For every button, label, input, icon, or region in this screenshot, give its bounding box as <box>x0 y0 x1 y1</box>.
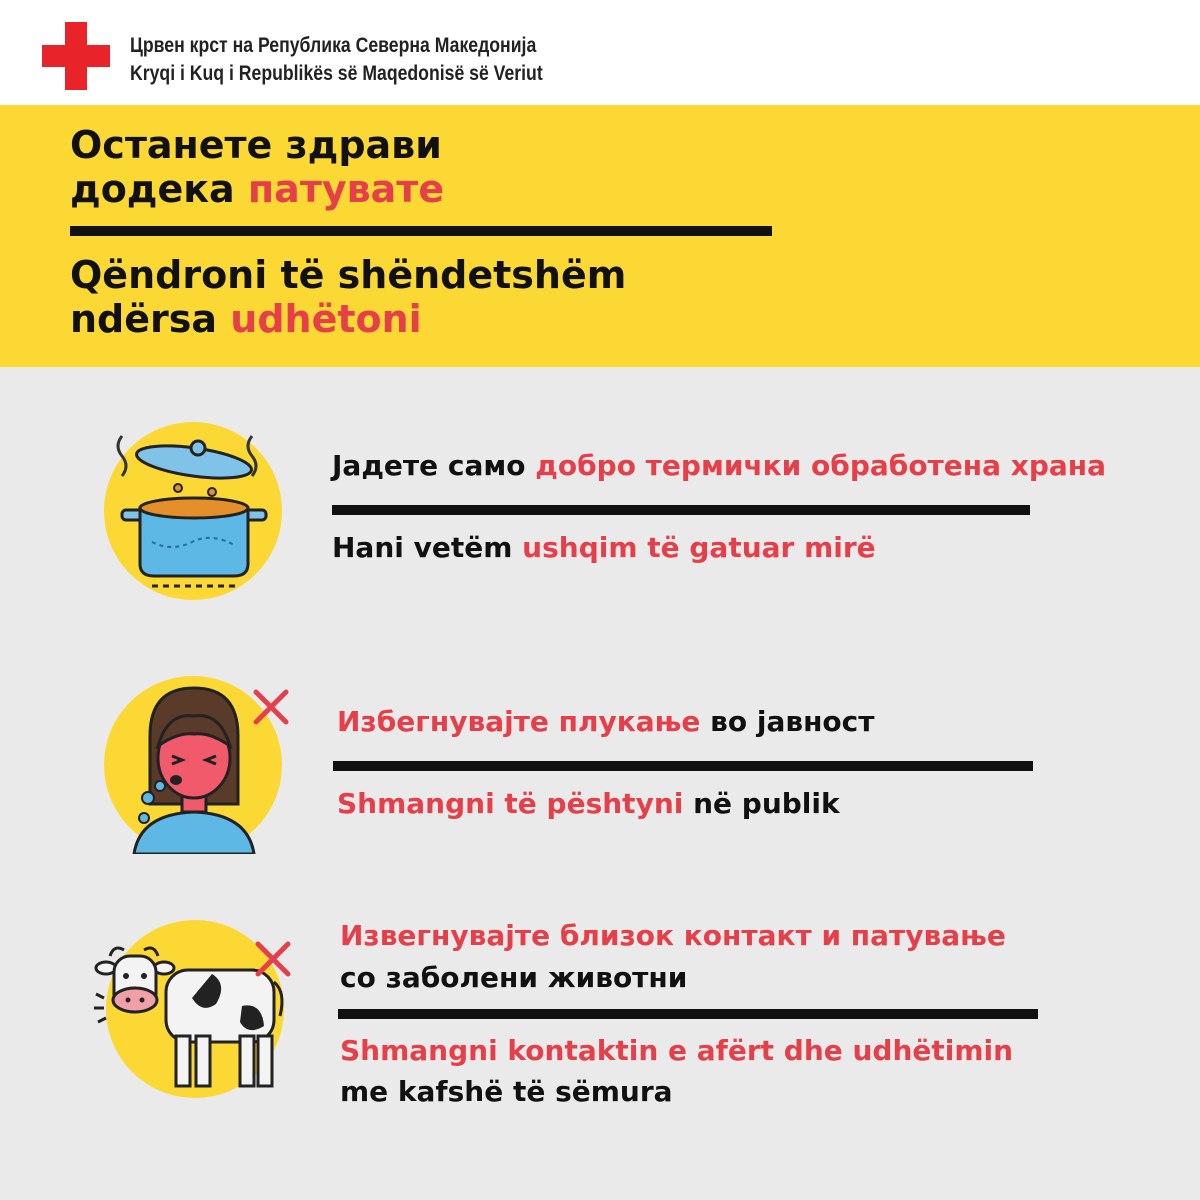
item1-mk-text <box>332 448 1106 484</box>
title-mk-line2 <box>70 167 444 211</box>
item2-mk-text <box>337 704 875 740</box>
title-albanian <box>70 253 626 341</box>
org-name-albanian: Kryqi i Kuq i Republikës së Maqedonisë së Veriut <box>130 62 543 85</box>
item1-mk-plain: Јадете само <box>332 449 536 482</box>
banner-divider <box>70 226 772 236</box>
item3-mk-line1: Извегнувајте близок контакт и патување <box>340 919 1006 952</box>
title-macedonian <box>70 123 444 211</box>
item1-sq-plain: Hani vetëm <box>332 531 523 564</box>
title-sq-line1: Qëndroni të shëndetshëm <box>70 253 627 297</box>
cooking-pot-icon <box>104 422 282 600</box>
organization-name <box>130 32 543 88</box>
item3-sq-line1: Shmangni kontaktin e afërt dhe udhëtimin <box>340 1034 1014 1067</box>
item1-divider <box>332 505 1030 515</box>
item3-sq-line2: me kafshë të sëmura <box>340 1075 673 1108</box>
org-name-macedonian: Црвен крст на Република Северна Македонија <box>130 34 537 57</box>
item1-mk-accent: добро термички обработена храна <box>535 449 1106 482</box>
item2-sq-text <box>337 786 840 822</box>
title-mk-accent: патувате <box>247 167 445 211</box>
prohibited-x-icon <box>254 940 292 978</box>
item2-sq-accent: Shmangni të pështyni <box>337 787 684 820</box>
title-mk-line1: Останете здрави <box>70 123 442 167</box>
item1-sq-text <box>332 530 876 566</box>
item2-sq-plain: në publik <box>683 787 840 820</box>
item3-divider <box>338 1009 1038 1019</box>
item2-mk-accent: Избегнувајте плукање <box>337 705 701 738</box>
title-mk-plain: додека <box>70 167 248 211</box>
item3-mk-line2: со заболени животни <box>340 961 688 994</box>
item2-divider <box>333 761 1033 771</box>
item2-mk-plain: во јавност <box>700 705 875 738</box>
title-sq-line2 <box>70 297 626 341</box>
title-sq-plain: ndërsa <box>70 297 231 341</box>
header <box>0 0 1200 105</box>
red-cross-icon <box>42 22 110 90</box>
prohibited-x-icon <box>252 688 290 726</box>
title-sq-accent: udhëtoni <box>230 297 422 341</box>
title-banner <box>0 105 1200 367</box>
item1-sq-accent: ushqim të gatuar mirë <box>522 531 876 564</box>
